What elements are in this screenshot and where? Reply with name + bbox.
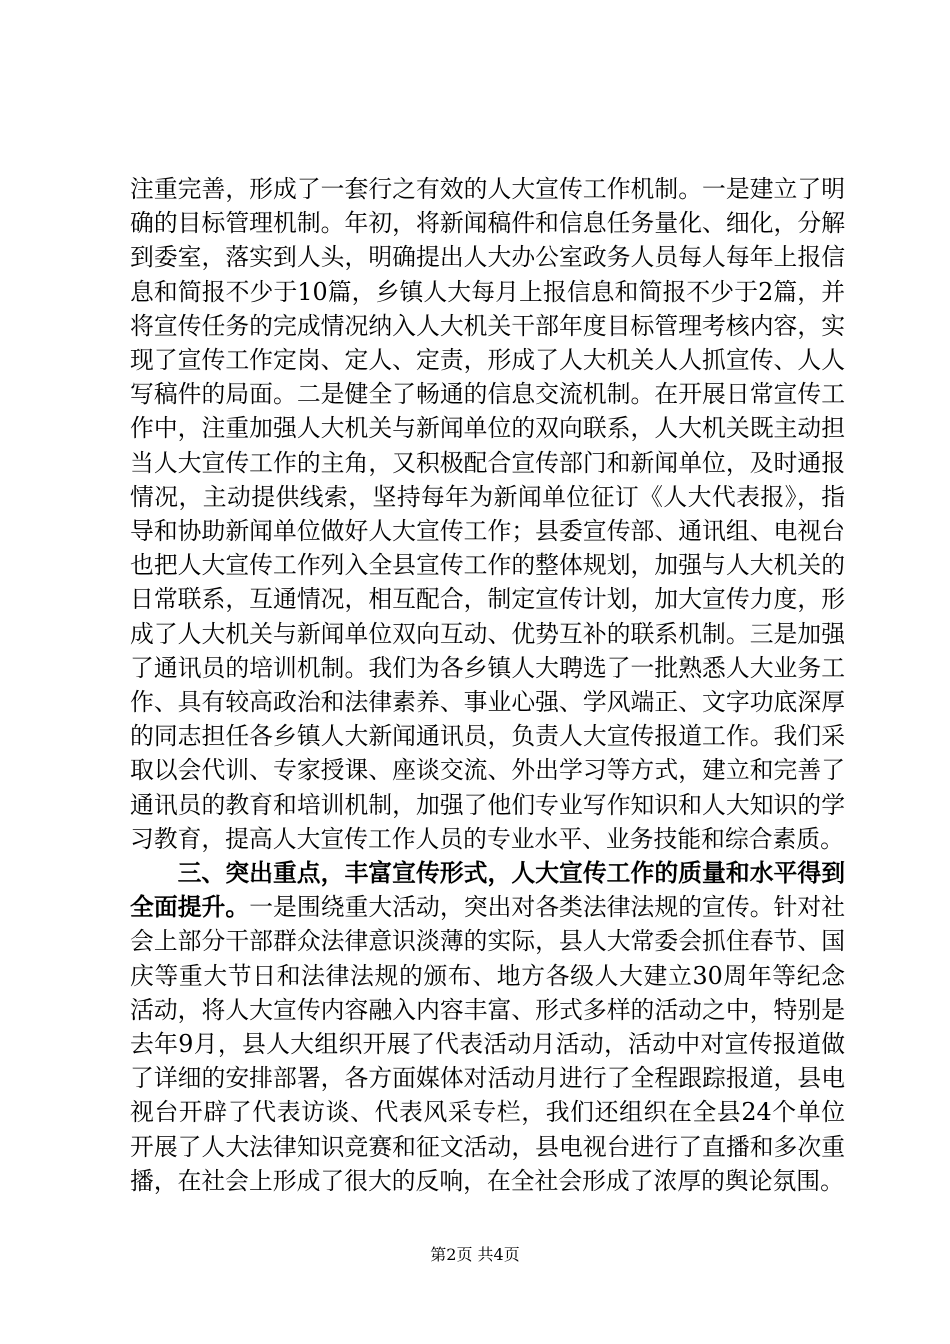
paragraph-section-three — [130, 856, 845, 1198]
document-body — [130, 172, 845, 1198]
section-three-body: 一是围绕重大活动，突出对各类法律法规的宣传。针对社会上部分干部群众法律意识淡薄的实际，县人大常委会抓住春节、国庆等重大节日和法律法规的颁布、地方各级人大建立30周年等纪念活动，将人大宣传内容融入内容丰富、形式多样的活动之中，特别是去年9月，县人大组织开展了代表活动月活动，活动中对宣传报道做了详细的安排部署，各方面媒体对活动月进行了全程跟踪报道，县电视台开辟了代表访谈、代表风采专栏，我们还组织在全县24个单位开展了人大法律知识竞赛和征文活动，县电视台进行了直播和多次重播，在社会上形成了很大的反响，在全社会形成了浓厚的舆论氛围。 — [130, 893, 846, 1195]
section-three-heading: 三、突出重点，丰富宣传形式，人大宣传工作的质量和水平得到全面提升。 — [130, 859, 845, 922]
paragraph-mechanisms: 注重完善，形成了一套行之有效的人大宣传工作机制。一是建立了明确的目标管理机制。年初，将新闻稿件和信息任务量化、细化，分解到委室，落实到人头，明确提出人大办公室政务人员每人每年上报信息和简报不少于10篇，乡镇人大每月上报信息和简报不少于2篇，并将宣传任务的完成情况纳入人大机关干部年度目标管理考核内容，实现了宣传工作定岗、定人、定责，形成了人大机关人人抓宣传、人人写稿件的局面。二是健全了畅通的信息交流机制。在开展日常宣传工作中，注重加强人大机关与新闻单位的双向联系，人大机关既主动担当人大宣传工作的主角，又积极配合宣传部门和新闻单位，及时通报情况，主动提供线索，坚持每年为新闻单位征订《人大代表报》，指导和协助新闻单位做好人大宣传工作；县委宣传部、通讯组、电视台也把人大宣传工作列入全县宣传工作的整体规划，加强与人大机关的日常联系，互通情况，相互配合，制定宣传计划，加大宣传力度，形成了人大机关与新闻单位双向互动、优势互补的联系机制。三是加强了通讯员的培训机制。我们为各乡镇人大聘选了一批熟悉人大业务工作、具有较高政治和法律素养、事业心强、学风端正、文字功底深厚的同志担任各乡镇人大新闻通讯员，负责人大宣传报道工作。我们采取以会代训、专家授课、座谈交流、外出学习等方式，建立和完善了通讯员的教育和培训机制，加强了他们专业写作知识和人大知识的学习教育，提高人大宣传工作人员的专业水平、业务技能和综合素质。 — [130, 175, 845, 853]
page-footer — [0, 1245, 950, 1265]
page-number-label: 第2页 共4页 — [430, 1245, 520, 1264]
